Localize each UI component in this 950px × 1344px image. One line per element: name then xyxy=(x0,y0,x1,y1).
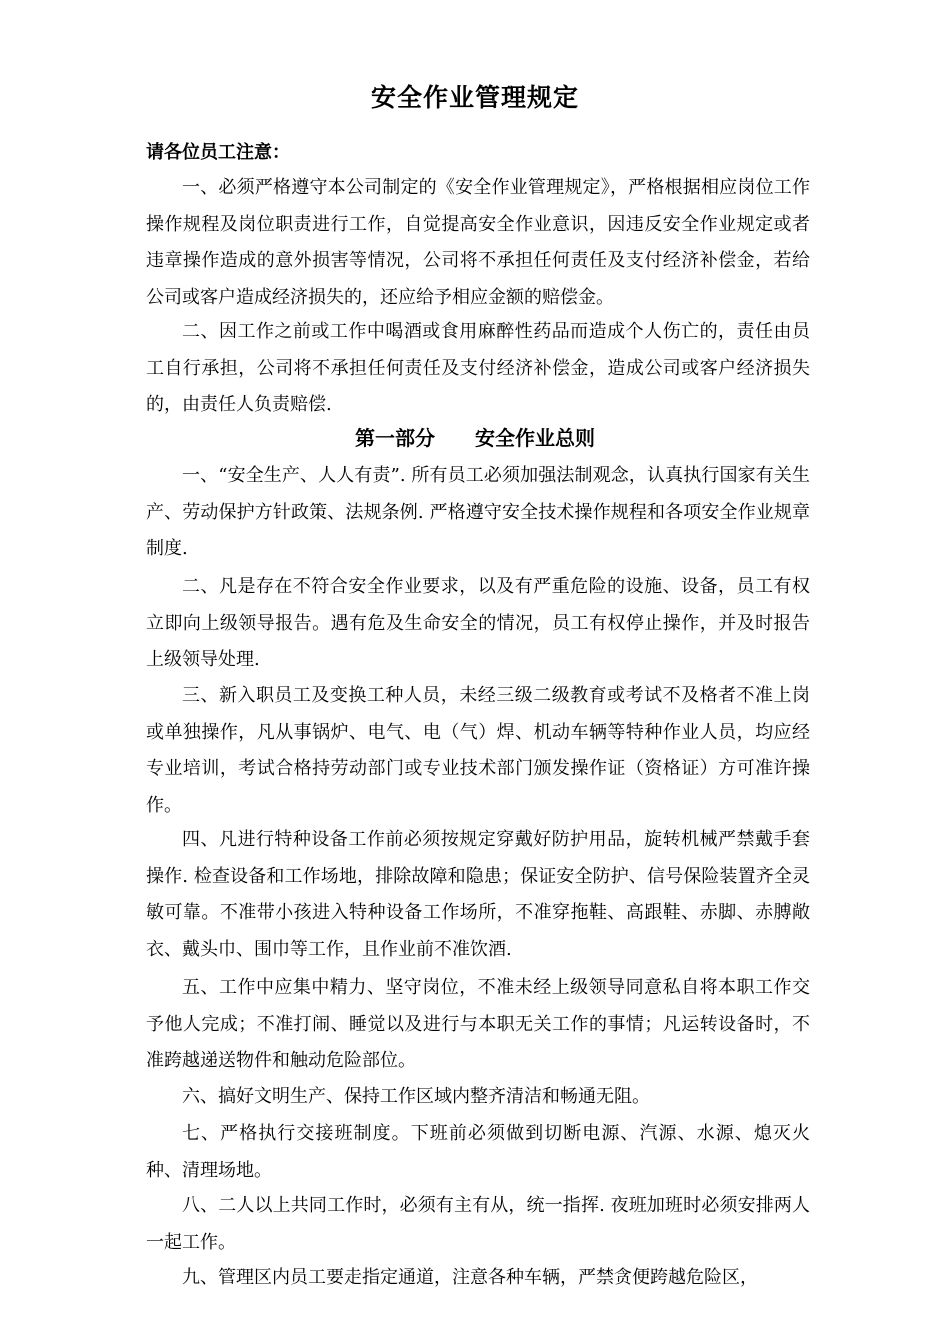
rule-paragraph-9: 九、管理区内员工要走指定通道，注意各种车辆，严禁贪便跨越危险区， xyxy=(182,1267,758,1288)
rule-paragraph-6: 六、搞好文明生产、保持工作区域内整齐清洁和畅通无阻。 xyxy=(182,1086,650,1107)
rule-paragraph-7: 七、严格执行交接班制度。下班前必须做到切断电源、汽源、水源、熄灭火种、清理场地。 xyxy=(146,1123,810,1181)
rule-paragraph-5: 五、工作中应集中精力、坚守岗位，不准未经上级领导同意私自将本职工作交予他人完成；不准打闹、睡觉以及进行与本职无关工作的事情；凡运转设备时，不准跨越递送物件和触动危险部位。 xyxy=(146,977,810,1072)
rule-paragraph-3: 三、新入职员工及变换工种人员，未经三级二级教育或考试不及格者不准上岗或单独操作，凡从事锅炉、电气、电（气）焊、机动车辆等特种作业人员，均应经专业培训，考试合格持劳动部门或专业技术部门颁发操作证（资格证）方可准许操作。 xyxy=(146,685,810,816)
rule-paragraph-2: 二、凡是存在不符合安全作业要求，以及有严重危险的设施、设备，员工有权立即向上级领导报告。遇有危及生命安全的情况，员工有权停止操作，并及时报告上级领导处理. xyxy=(146,576,810,671)
rule-paragraph-8: 八、二人以上共同工作时，必须有主有从，统一指挥. 夜班加班时必须安排两人一起工作。 xyxy=(146,1195,810,1253)
intro-paragraph-1: 一、必须严格遵守本公司制定的《安全作业管理规定》，严格根据相应岗位工作操作规程及岗位职责进行工作，自觉提高安全作业意识，因违反安全作业规定或者违章操作造成的意外损害等情况，公司将不承担任何责任及支付经济补偿金，若给公司或客户造成经济损失的，还应给予相应金额的赔偿金。 xyxy=(146,177,810,308)
section-heading: 第一部分 安全作业总则 xyxy=(355,426,595,450)
rule-paragraph-1: 一、“安全生产、人人有责”. 所有员工必须加强法制观念，认真执行国家有关生产、劳动保护方针政策、法规条例. 严格遵守安全技术操作规程和各项安全作业规章制度. xyxy=(146,465,810,560)
rule-paragraph-4: 四、凡进行特种设备工作前必须按规定穿戴好防护用品，旋转机械严禁戴手套操作. 检查设备和工作场地，排除故障和隐患；保证安全防护、信号保险装置齐全灵敏可靠。不准带小孩进入特种设备工作场所，不准穿拖鞋、高跟鞋、赤脚、赤膊敞衣、戴头巾、围巾等工作，且作业前不准饮酒. xyxy=(146,829,810,960)
intro-paragraph-2: 二、因工作之前或工作中喝酒或食用麻醉性药品而造成个人伤亡的，责任由员工自行承担，公司将不承担任何责任及支付经济补偿金，造成公司或客户经济损失的，由责任人负责赔偿. xyxy=(146,321,810,416)
greeting-line: 请各位员工注意： xyxy=(146,142,290,163)
document-title: 安全作业管理规定 xyxy=(370,83,579,112)
